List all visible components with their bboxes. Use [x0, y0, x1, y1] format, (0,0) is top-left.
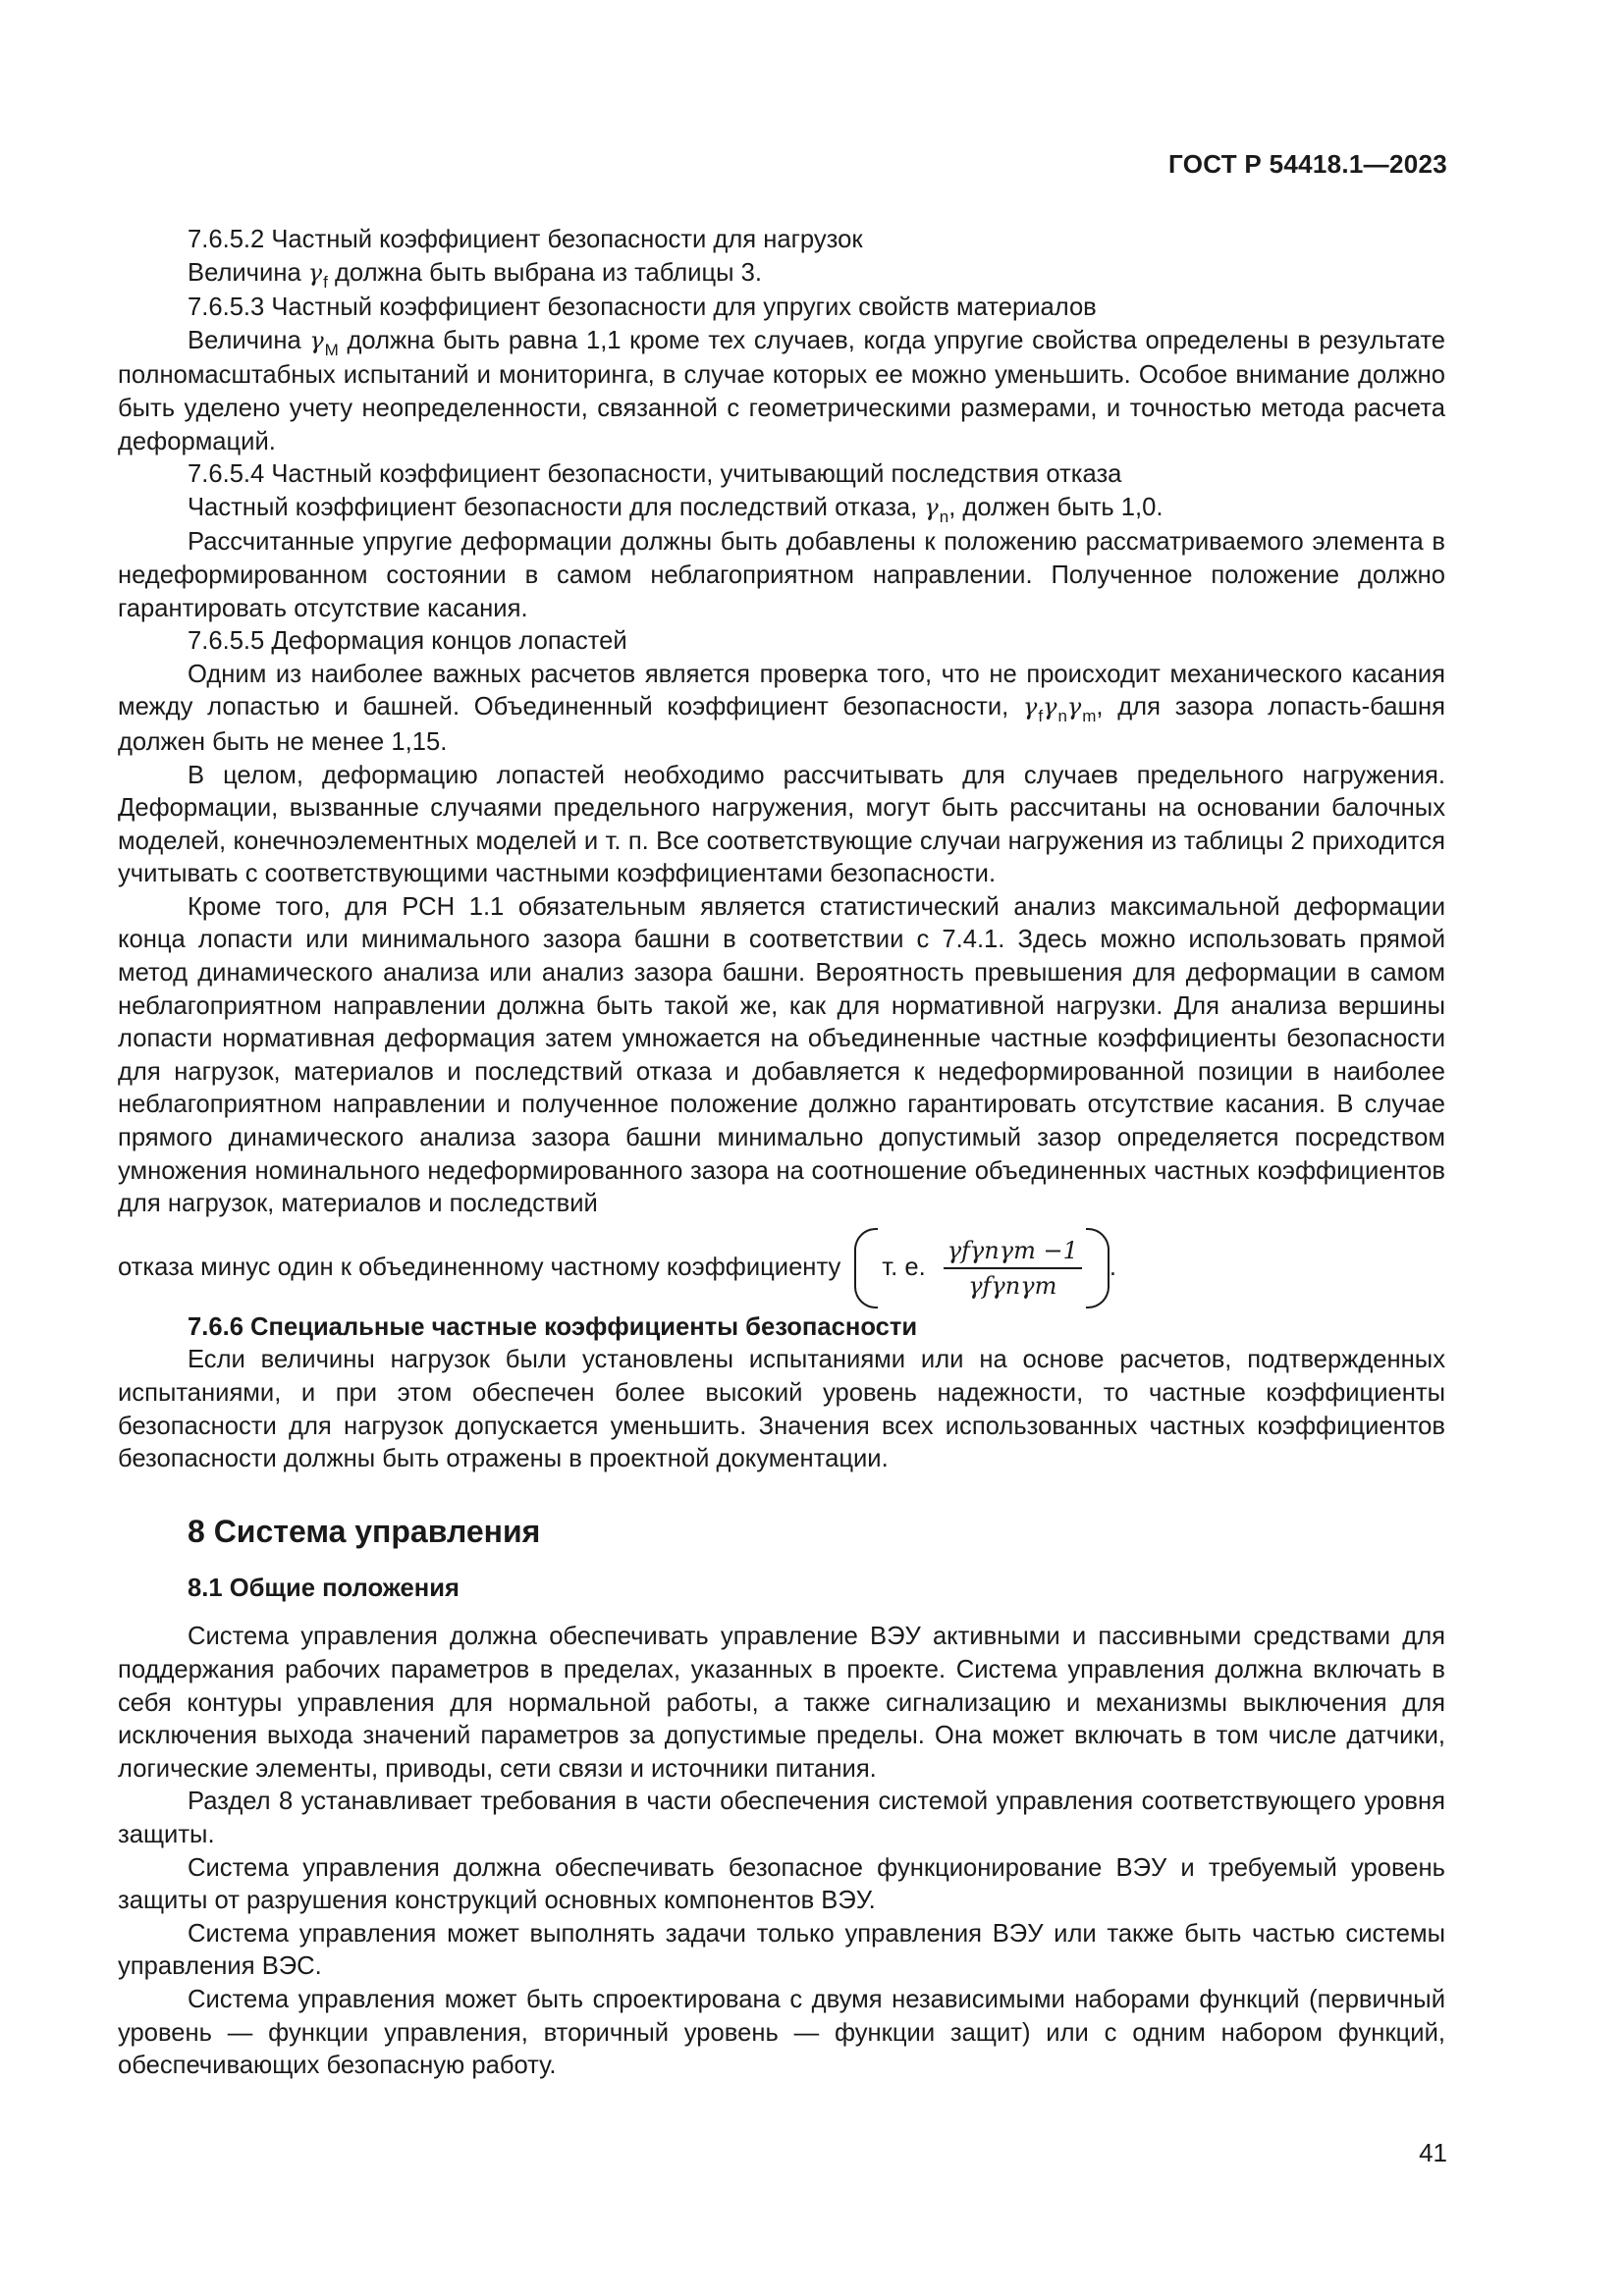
paragraph-general-deformation: В целом, деформацию лопастей необходимо рассчитывать для случаев предельного нагружения. Деформации, вызванные случаями предельного нагружения, могут быть рассчитаны на основании балочных моделей, конечноэлементных моделей и т. п. Все соответствующие случаи нагружения из таблицы 2 приходится учитывать с соответствующими частными коэффициентами безопасности. [118, 761, 1445, 888]
section-8-1-heading: 8.1 Общие положения [188, 1574, 460, 1602]
section-7-6-5-2-title: 7.6.5.2 Частный коэффициент безопасности для нагрузок [188, 226, 863, 253]
section-7-6-5-3-title: 7.6.5.3 Частный коэффициент безопасности для упругих свойств материалов [188, 294, 1097, 322]
section-7-6-5-4-text: Частный коэффициент безопасности для последствий отказа, $\gamma_n$, должен быть 1,0. [188, 493, 1164, 526]
right-parenthesis [1086, 1228, 1110, 1308]
formula-denominator: γfγnγm [968, 1271, 1057, 1300]
formula-fraction [944, 1236, 1082, 1301]
formula-line [118, 1225, 1445, 1311]
section-8-1-paragraph-5: Система управления может быть спроектирована с двумя независимыми наборами функций (первичный уровень — функции управления, вторичный уровень — функции защит) или с одним набором функций, обеспечивающих безопасную работу. [118, 1985, 1445, 2080]
section-8-1-paragraph-4: Система управления может выполнять задачи только управления ВЭУ или также быть частью системы управления ВЭС. [118, 1919, 1445, 1981]
formula-numerator: γfγnγm −1 [944, 1236, 1082, 1269]
section-7-6-5-4-paragraph: Рассчитанные упругие деформации должны быть добавлены к положению рассматриваемого элемента в недеформированном состоянии в самом неблагоприятном направлении. Полученное положение должно гарантировать отсутствие касания. [118, 528, 1445, 622]
section-8-1-paragraph-2: Раздел 8 устанавливает требования в части обеспечения системой управления соответствующего уровня защиты. [118, 1788, 1445, 1848]
section-7-6-6-title: 7.6.6 Специальные частные коэффициенты безопасности [188, 1312, 918, 1341]
formula-te: т. е. [882, 1254, 926, 1282]
section-7-6-5-5-text: Одним из наиболее важных расчетов является проверка того, что не происходит механического касания между лопастью и башней. Объединенный коэффициент безопасности, $\gamma_f\gamma_n\gamma_m$, для зазора лопасть-башня должен быть не менее 1,15. [118, 660, 1445, 756]
left-parenthesis [854, 1228, 878, 1308]
section-7-6-5-4-title: 7.6.5.4 Частный коэффициент безопасности, учитывающий последствия отказа [188, 460, 1122, 489]
formula-lead-text: отказа минус один к объединенному частному коэффициенту [118, 1254, 841, 1282]
section-7-6-5-2-text: Величина $\gamma_f$ должна быть выбрана из таблицы 3. [188, 258, 763, 292]
section-8-1-paragraph-1: Система управления должна обеспечивать управление ВЭУ активными и пассивными средствами для поддержания рабочих параметров в пределах, указанных в проекте. Система управления должна включать в себя контуры управления для нормальной работы, а также сигнализацию и механизмы выключения для исключения выхода значений параметров за допустимые пределы. Она может включать в том числе датчики, логические элементы, приводы, сети связи и источники питания. [118, 1623, 1445, 1783]
section-7-6-5-5-title: 7.6.5.5 Деформация концов лопастей [188, 627, 627, 656]
formula-end: . [1109, 1254, 1116, 1282]
page-number: 41 [1419, 2138, 1447, 2167]
section-7-6-6-text: Если величины нагрузок были установлены испытаниями или на основе расчетов, подтвержденных испытаниями, и при этом обеспечен более высокий уровень надежности, то частные коэффициенты безопасности для нагрузок допускается уменьшить. Значения всех использованных частных коэффициентов безопасности должны быть отражены в проектной документации. [118, 1346, 1445, 1473]
section-8-heading: 8 Система управления [188, 1513, 541, 1549]
paragraph-rsn-analysis: Кроме того, для РСН 1.1 обязательным является статистический анализ максимальной деформации конца лопасти или минимального зазора башни в соответствии с 7.4.1. Здесь можно использовать прямой метод динамического анализа или анализ зазора башни. Вероятность превышения для деформации в самом неблагоприятном направлении должна быть такой же, как для нормативной нагрузки. Для анализа вершины лопасти нормативная деформация затем умножается на объединенные частные коэффициенты безопасности для нагрузок, материалов и последствий отказа и добавляется к недеформированной позиции в наиболее неблагоприятном направлении и полученное положение должно гарантировать отсутствие касания. В случае прямого динамического анализа зазора башни минимально допустимый зазор определяется посредством умножения номинального недеформированного зазора на соотношение объединенных частных коэффициентов для нагрузок, материалов и последствий [118, 892, 1445, 1218]
section-8-1-paragraph-3: Система управления должна обеспечивать безопасное функционирование ВЭУ и требуемый уровень защиты от разрушения конструкций основных компонентов ВЭУ. [118, 1853, 1445, 1915]
document-header: ГОСТ Р 54418.1—2023 [1168, 149, 1447, 179]
document-body [118, 224, 1445, 2083]
section-7-6-5-3-text: Величина $\gamma_M$ должна быть равна 1,1 кроме тех случаев, когда упругие свойства определены в результате полномасштабных испытаний и мониторинга, в случае которых ее можно уменьшить. Особое внимание должно быть уделено учету неопределенности, связанной с геометрическими размерами, и точностью метода расчета деформаций. [118, 326, 1445, 455]
